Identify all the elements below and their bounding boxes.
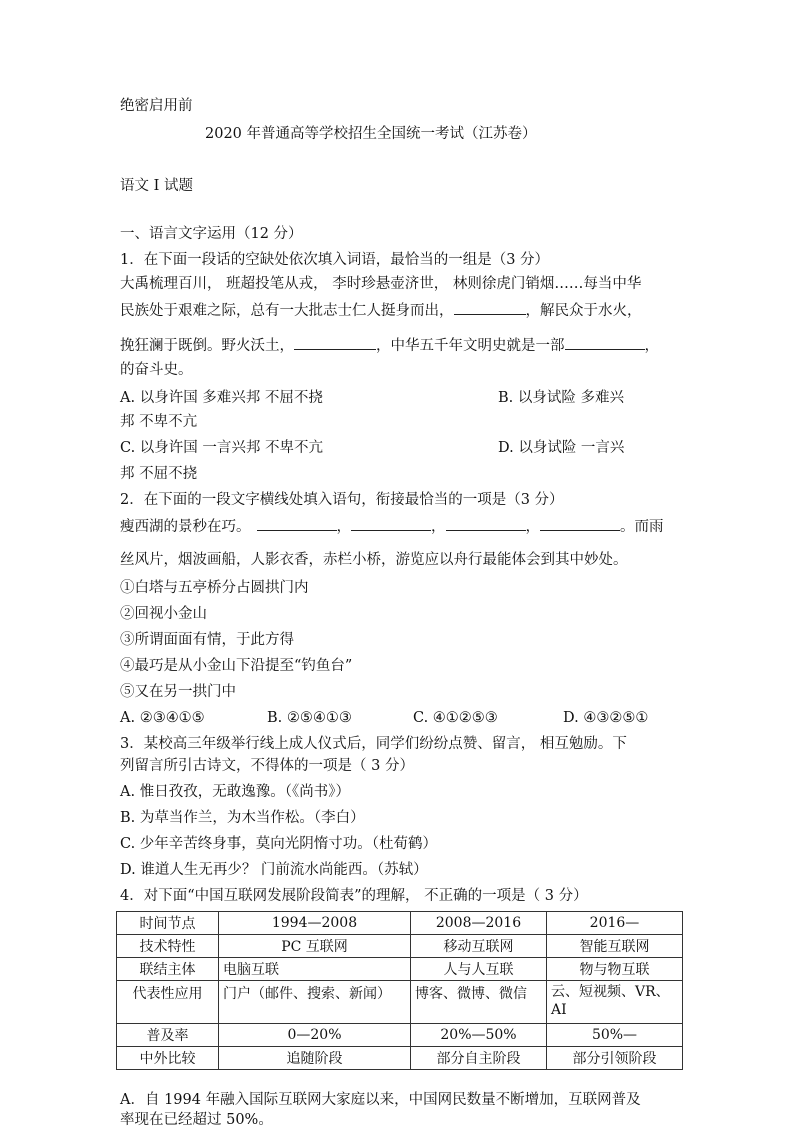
table-row bbox=[117, 912, 683, 935]
table-row bbox=[117, 981, 683, 1024]
q2-passage-text: 。而雨 bbox=[620, 519, 664, 535]
q2-sentence: ②回视小金山 bbox=[120, 606, 207, 622]
q1-blank-2 bbox=[294, 333, 376, 350]
q1-passage-text: 民族处于艰难之际，总有一大批志士仁人挺身而出， bbox=[120, 303, 454, 319]
q2-sentence: ④最巧是从小金山下沿提至“钓鱼台” bbox=[120, 658, 353, 674]
q1-option-c: C. 以身许国 一言兴邦 不卑不亢 bbox=[120, 440, 324, 456]
table-cell: 智能互联网 bbox=[547, 935, 683, 958]
table-row bbox=[117, 935, 683, 958]
q1-blank-1 bbox=[454, 298, 526, 315]
q2-option-b: B. ②⑤④①③ bbox=[267, 710, 352, 726]
q2-sentence: ⑤又在另一拱门中 bbox=[120, 684, 236, 700]
q4-stem: 4．对下面“中国互联网发展阶段简表”的理解， 不正确的一项是（ 3 分） bbox=[120, 888, 588, 904]
q1-passage-text: 挽狂澜于既倒。野火沃土， bbox=[120, 338, 294, 354]
q4-option-a: A．自 1994 年融入国际互联网大家庭以来，中国网民数量不断增加，互联网普及 bbox=[120, 1092, 641, 1108]
q1-passage-line bbox=[120, 333, 659, 356]
table-cell: 2008—2016 bbox=[411, 912, 547, 935]
q3-option-d: D. 谁道人生无再少？ 门前流水尚能西。（苏轼） bbox=[120, 862, 428, 878]
table-row bbox=[117, 1047, 683, 1070]
q1-passage-line: 大禹梳理百川， 班超投笔从戎， 李时珍悬壶济世， 林则徐虎门销烟……每当中华 bbox=[120, 276, 642, 292]
q1-passage-text: ，解民众于水火， bbox=[525, 303, 642, 319]
table-cell: 20%—50% bbox=[411, 1024, 547, 1047]
q2-sentence: ①白塔与五亭桥分占圆拱门内 bbox=[120, 580, 309, 596]
q4-option-a-continued: 率现在已经超过 50%。 bbox=[120, 1112, 273, 1128]
q3-option-c: C. 少年辛苦终身事，莫向光阴惰寸功。（杜荀鹤） bbox=[120, 836, 438, 852]
table-cell: 50%— bbox=[547, 1024, 683, 1047]
section-title: 一、语言文字运用（12 分） bbox=[120, 226, 303, 242]
table-row bbox=[117, 958, 683, 981]
table-cell: 追随阶段 bbox=[219, 1047, 411, 1070]
table-cell: 云、短视频、VR、AI bbox=[547, 981, 683, 1024]
q3-option-a: A. 惟日孜孜，无敢逸豫。（《尚书》） bbox=[120, 784, 350, 800]
table-row bbox=[117, 1024, 683, 1047]
q3-stem: 3．某校高三年级举行线上成人仪式后，同学们纷纷点赞、留言， 相互勉励。下 bbox=[120, 736, 627, 752]
subject-title: 语文 I 试题 bbox=[120, 178, 193, 194]
table-cell: 0—20% bbox=[219, 1024, 411, 1047]
confidential-label: 绝密启用前 bbox=[120, 98, 193, 114]
table-cell: 博客、微博、微信 bbox=[411, 981, 547, 1024]
q1-option-a: A. 以身许国 多难兴邦 不屈不挠 bbox=[120, 390, 323, 406]
table-cell: 电脑互联 bbox=[219, 958, 411, 981]
q2-passage-line bbox=[120, 514, 664, 537]
q2-option-a: A. ②③④①⑤ bbox=[120, 710, 205, 726]
q2-blank-2 bbox=[351, 514, 431, 531]
q2-comma: ， bbox=[336, 519, 351, 535]
q2-option-c: C. ④①②⑤③ bbox=[413, 710, 498, 726]
table-cell: 物与物互联 bbox=[547, 958, 683, 981]
table-cell: 中外比较 bbox=[117, 1047, 219, 1070]
q1-passage-text: ，中华五千年文明史就是一部 bbox=[376, 338, 565, 354]
table-cell: 代表性应用 bbox=[117, 981, 219, 1024]
q1-blank-3 bbox=[565, 333, 645, 350]
table-cell: 人与人互联 bbox=[411, 958, 547, 981]
q2-comma: ， bbox=[525, 519, 540, 535]
q1-option-continued: 邦 不卑不亢 bbox=[120, 414, 198, 430]
internet-stage-table bbox=[116, 911, 683, 1070]
q2-blank-4 bbox=[540, 514, 620, 531]
q1-passage-text: ， bbox=[644, 338, 659, 354]
q2-blank-3 bbox=[446, 514, 526, 531]
exam-title: 2020 年普通高等学校招生全国统一考试（江苏卷） bbox=[205, 126, 537, 142]
table-cell: 部分引领阶段 bbox=[547, 1047, 683, 1070]
q3-stem: 列留言所引古诗文，不得体的一项是（ 3 分） bbox=[120, 758, 414, 774]
q2-sentence: ③所谓面面有情，于此方得 bbox=[120, 632, 294, 648]
q1-option-b: B. 以身试险 多难兴 bbox=[498, 390, 624, 406]
q2-comma: ， bbox=[431, 519, 446, 535]
table-cell: 1994—2008 bbox=[219, 912, 411, 935]
q2-passage-text: 瘦西湖的景秒在巧。 bbox=[120, 519, 251, 535]
table-cell: 部分自主阶段 bbox=[411, 1047, 547, 1070]
q2-blank-1 bbox=[257, 514, 337, 531]
q1-passage-line: 的奋斗史。 bbox=[120, 362, 193, 378]
q2-option-d: D. ④③②⑤① bbox=[563, 710, 649, 726]
table-cell: 门户（邮件、搜索、新闻） bbox=[219, 981, 411, 1024]
table-cell: 普及率 bbox=[117, 1024, 219, 1047]
table-cell: 联结主体 bbox=[117, 958, 219, 981]
q1-passage-line bbox=[120, 298, 642, 321]
table-cell: 2016— bbox=[547, 912, 683, 935]
table-cell: 时间节点 bbox=[117, 912, 219, 935]
table-cell: 移动互联网 bbox=[411, 935, 547, 958]
q3-option-b: B. 为草当作兰，为木当作松。（李白） bbox=[120, 810, 365, 826]
q2-passage-line: 丝风片，烟波画船，人影衣香，赤栏小桥，游览应以舟行最能体会到其中妙处。 bbox=[120, 552, 628, 568]
table-cell: 技术特性 bbox=[117, 935, 219, 958]
q1-stem: 1．在下面一段话的空缺处依次填入词语，最恰当的一组是（3 分） bbox=[120, 252, 550, 268]
q1-option-continued: 邦 不屈不挠 bbox=[120, 466, 198, 482]
table-cell: PC 互联网 bbox=[219, 935, 411, 958]
q1-option-d: D. 以身试险 一言兴 bbox=[498, 440, 625, 456]
q2-stem: 2．在下面的一段文字横线处填入语句，衔接最恰当的一项是（3 分） bbox=[120, 492, 564, 508]
